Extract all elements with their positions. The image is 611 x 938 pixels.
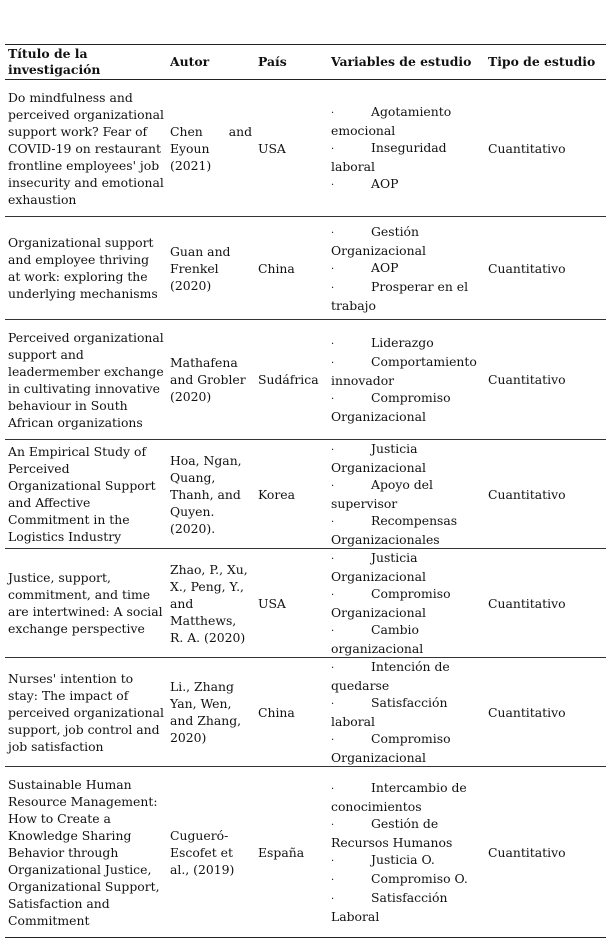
study-variable-text: Compromiso O. bbox=[371, 871, 468, 886]
table-row bbox=[5, 658, 606, 767]
study-variable-text: Compromiso Organizacional bbox=[331, 586, 451, 620]
study-variable bbox=[331, 730, 482, 766]
studies-table-container bbox=[5, 44, 606, 938]
cell-title: Sustainable Human Resource Management: How to Create a Knowledge Sharing Behavior through Organizational Justice, Organizational Support, Satisfaction and Commitment bbox=[8, 776, 160, 928]
study-variable-text: Justicia Organizacional bbox=[331, 550, 426, 584]
cell-title: An Empirical Study of Perceived Organizational Support and Affective Commitment in the Logistics Industry bbox=[8, 444, 156, 544]
study-variable-text: Compromiso Organizacional bbox=[331, 390, 451, 424]
study-variable-text: Satisfacción Laboral bbox=[331, 890, 448, 924]
cell-title: Perceived organizational support and leadermember exchange in cultivating innovative behaviour in South African organizations bbox=[8, 329, 164, 430]
study-variable-text: Liderazgo bbox=[371, 335, 434, 350]
study-variable bbox=[331, 476, 482, 512]
cell-type: Cuantitativo bbox=[488, 704, 566, 720]
table-row bbox=[5, 767, 606, 938]
study-variable-text: Intercambio de conocimientos bbox=[331, 780, 467, 814]
cell-type: Cuantitativo bbox=[488, 844, 566, 860]
bullet-icon: · bbox=[331, 358, 335, 369]
study-variable bbox=[331, 259, 482, 278]
bullet-icon: · bbox=[331, 856, 335, 867]
cell-country: España bbox=[258, 844, 305, 860]
study-variable bbox=[331, 334, 482, 353]
bullet-icon: · bbox=[331, 735, 335, 746]
bullet-icon: · bbox=[331, 227, 335, 239]
header-type: Tipo de estudio bbox=[488, 54, 596, 69]
study-variable bbox=[331, 440, 482, 476]
study-variable bbox=[331, 278, 482, 314]
study-variable bbox=[331, 870, 482, 889]
table-row bbox=[5, 320, 606, 440]
cell-country: China bbox=[258, 260, 295, 276]
study-variable bbox=[331, 585, 482, 621]
cell-variables bbox=[328, 440, 485, 549]
cell-country: USA bbox=[258, 595, 286, 611]
table-header-row bbox=[5, 45, 606, 80]
study-variable-text: Prosperar en el trabajo bbox=[331, 278, 469, 313]
bullet-icon: · bbox=[331, 894, 335, 905]
cell-country: Sudáfrica bbox=[258, 372, 319, 387]
bullet-icon: · bbox=[331, 394, 335, 405]
cell-variables bbox=[328, 658, 485, 767]
study-variable-text: Recompensas Organizacionales bbox=[331, 513, 458, 547]
study-variable-text: Inseguridad laboral bbox=[331, 139, 447, 174]
header-title: Título de la investigación bbox=[8, 46, 101, 77]
study-variable bbox=[331, 658, 482, 694]
cell-author: Zhao, P., Xu, X., Peng, Y., and Matthews, R. A. (2020) bbox=[170, 561, 248, 645]
cell-title: Nurses' intention to stay: The impact of perceived organizational support, job control and job satisfaction bbox=[8, 670, 164, 754]
study-variable-text: Apoyo del supervisor bbox=[331, 477, 433, 511]
study-variable bbox=[331, 103, 482, 139]
study-variable bbox=[331, 549, 482, 585]
cell-author: Mathafena and Grobler (2020) bbox=[170, 355, 246, 404]
cell-author: Chen and Eyoun (2021) bbox=[170, 123, 252, 173]
bullet-icon: · bbox=[331, 590, 335, 601]
study-variable bbox=[331, 815, 482, 851]
study-variable bbox=[331, 389, 482, 425]
cell-variables bbox=[328, 767, 485, 938]
cell-variables bbox=[328, 320, 485, 440]
study-variable-text: Intención de quedarse bbox=[331, 659, 450, 693]
study-variable-text: AOP bbox=[371, 259, 399, 275]
study-variable bbox=[331, 694, 482, 730]
bullet-icon: · bbox=[331, 699, 335, 710]
cell-author: Guan and Frenkel (2020) bbox=[170, 243, 231, 293]
bullet-icon: · bbox=[331, 517, 335, 528]
study-variable-text: Satisfacción laboral bbox=[331, 695, 448, 729]
bullet-icon: · bbox=[331, 481, 335, 492]
bullet-icon: · bbox=[331, 107, 335, 119]
bullet-icon: · bbox=[331, 445, 335, 456]
study-variable bbox=[331, 889, 482, 925]
table-row bbox=[5, 549, 606, 658]
table-row bbox=[5, 217, 606, 320]
table-row bbox=[5, 80, 606, 217]
study-variable-text: Compromiso Organizacional bbox=[331, 731, 451, 765]
cell-title: Organizational support and employee thriving at work: exploring the underlying mechanisms bbox=[8, 235, 158, 301]
cell-variables bbox=[328, 549, 485, 658]
cell-author: Cugueró-Escofet et al., (2019) bbox=[170, 827, 235, 877]
cell-type: Cuantitativo bbox=[488, 372, 566, 387]
cell-author: Hoa, Ngan, Quang, Thanh, and Quyen. (2020). bbox=[170, 452, 242, 536]
study-variable bbox=[331, 851, 482, 870]
bullet-icon: · bbox=[331, 282, 335, 294]
table-row bbox=[5, 440, 606, 549]
study-variable bbox=[331, 139, 482, 175]
cell-country: Korea bbox=[258, 486, 296, 502]
study-variable-text: AOP bbox=[371, 175, 399, 191]
cell-country: USA bbox=[258, 140, 286, 156]
bullet-icon: · bbox=[331, 143, 335, 155]
cell-type: Cuantitativo bbox=[488, 260, 566, 276]
cell-title: Justice, support, commitment, and time are intertwined: A social exchange perspective bbox=[8, 570, 163, 636]
study-variable bbox=[331, 223, 482, 259]
bullet-icon: · bbox=[331, 820, 335, 831]
cell-type: Cuantitativo bbox=[488, 140, 566, 156]
bullet-icon: · bbox=[331, 626, 335, 637]
cell-type: Cuantitativo bbox=[488, 486, 566, 502]
study-variable bbox=[331, 353, 482, 389]
study-variable bbox=[331, 512, 482, 548]
header-author: Autor bbox=[170, 54, 210, 69]
bullet-icon: · bbox=[331, 554, 335, 565]
header-variables: Variables de estudio bbox=[331, 54, 472, 69]
cell-variables bbox=[328, 217, 485, 320]
study-variable bbox=[331, 779, 482, 815]
study-variable-text: Gestión Organizacional bbox=[331, 223, 426, 258]
study-variable bbox=[331, 175, 482, 194]
cell-variables bbox=[328, 80, 485, 217]
study-variable-text: Gestión de Recursos Humanos bbox=[331, 816, 453, 850]
study-variable-text: Agotamiento emocional bbox=[331, 103, 452, 138]
cell-title: Do mindfulness and perceived organizational support work? Fear of COVID-19 on restaurant frontline employees' job insecurity and emotional exhaustion bbox=[8, 89, 164, 207]
bullet-icon: · bbox=[331, 784, 335, 795]
study-variable-text: Cambio organizacional bbox=[331, 622, 424, 656]
bullet-icon: · bbox=[331, 339, 335, 350]
study-variable-text: Comportamiento innovador bbox=[331, 354, 477, 388]
bullet-icon: · bbox=[331, 179, 335, 191]
cell-author: Li., Zhang Yan, Wen, and Zhang, 2020) bbox=[170, 679, 242, 745]
study-variable-text: Justicia Organizacional bbox=[331, 441, 426, 475]
bullet-icon: · bbox=[331, 263, 335, 275]
header-country: País bbox=[258, 54, 287, 69]
cell-country: China bbox=[258, 704, 295, 720]
bullet-icon: · bbox=[331, 663, 335, 674]
studies-table bbox=[5, 44, 606, 938]
bullet-icon: · bbox=[331, 875, 335, 886]
study-variable bbox=[331, 621, 482, 657]
study-variable-text: Justicia O. bbox=[371, 852, 435, 867]
table-body bbox=[5, 80, 606, 938]
cell-type: Cuantitativo bbox=[488, 595, 566, 611]
